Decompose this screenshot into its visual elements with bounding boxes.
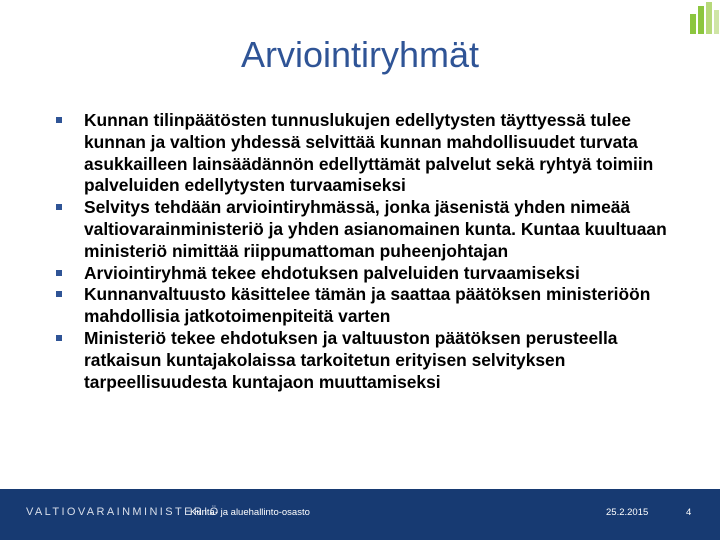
bullet-text: Ministeriö tekee ehdotuksen ja valtuuston päätöksen perusteella ratkaisun kuntajakolaissa tarkoitetun erityisen selvityksen tarpeellisuudesta kuntajaon muuttamiseksi	[84, 327, 618, 392]
slide-title: Arviointiryhmät	[240, 34, 480, 75]
bullet-text: Kunnan tilinpäätösten tunnuslukujen edellytysten täyttyessä tulee kunnan ja valtion yhdessä selvittää kunnan mahdollisuudet turvata asukkailleen lainsäädännön edellyttämät palvelut sekä ryhtyä toimiin palveluiden edellytysten turvaamiseksi	[84, 110, 654, 196]
bullet-item	[56, 328, 676, 393]
ministry-logo: VALTIOVARAINMINISTERIÖ	[26, 506, 221, 518]
bullet-text: Selvitys tehdään arviointiryhmässä, jonka jäsenistä yhden nimeää valtiovarainministeriö ja yhden asianomainen kunta. Kuntaa kuultuaan ministeriö nimittää riippumattoman puheenjohtajan	[84, 197, 667, 261]
bullet-list	[56, 110, 676, 393]
bullet-text: Kunnanvaltuusto käsittelee tämän ja saattaa päätöksen ministeriöön mahdollisia jatkotoimenpiteitä varten	[84, 284, 651, 327]
bullet-marker-icon	[56, 204, 62, 210]
bullet-text: Arviointiryhmä tekee ehdotuksen palveluiden turvaamiseksi	[84, 262, 580, 283]
bullet-item	[56, 263, 676, 285]
page-number: 4	[686, 507, 692, 518]
bullet-item	[56, 110, 676, 197]
bullet-marker-icon	[56, 270, 62, 276]
bullet-marker-icon	[56, 335, 62, 341]
department-name: Kunta- ja aluehallinto-osasto	[190, 507, 310, 518]
bullet-marker-icon	[56, 117, 62, 123]
bullet-item	[56, 284, 676, 328]
footer-bar	[0, 489, 720, 540]
bullet-item	[56, 197, 676, 262]
slide-date: 25.2.2015	[606, 507, 649, 518]
bullet-marker-icon	[56, 291, 62, 297]
